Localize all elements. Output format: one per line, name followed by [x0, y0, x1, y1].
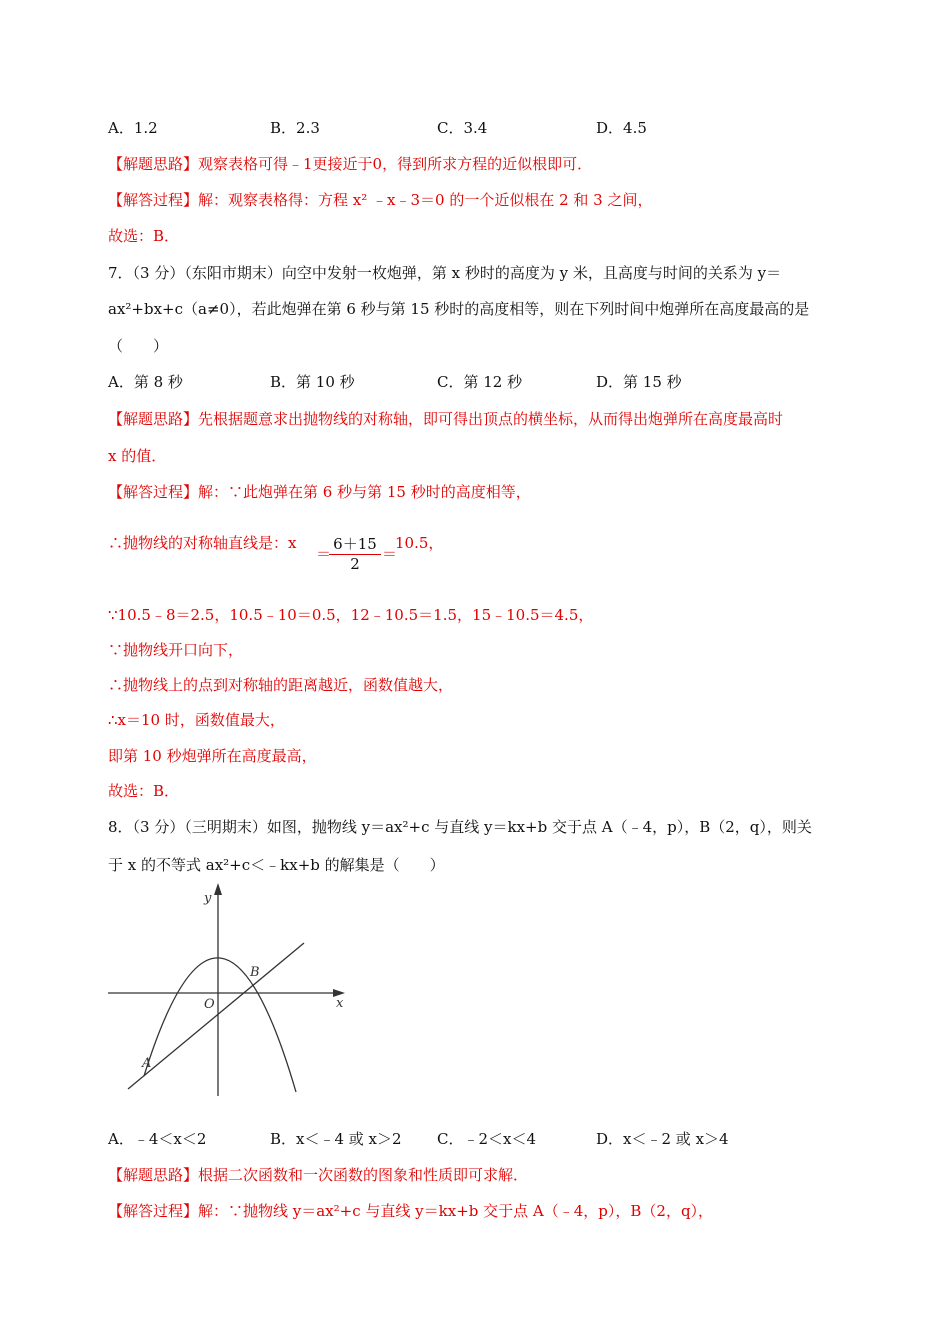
symmetry-axis-value: 10.5，	[395, 534, 444, 552]
fraction-numerator: 6＋15	[333, 535, 377, 553]
symmetry-axis-line: ∴抛物线的对称轴直线是：x	[108, 534, 297, 552]
solution-step: ∴x＝10 时，函数值最大，	[108, 711, 285, 729]
solution-step: ∴抛物线上的点到对称轴的距离越近，函数值越大，	[108, 676, 454, 694]
option-c: C．﹣2＜x＜4	[437, 1130, 537, 1148]
equals-sign: ＝	[382, 545, 398, 563]
difference-calculation: ∵10.5﹣8＝2.5，10.5﹣10＝0.5，12﹣10.5＝1.5，15﹣10.5＝4.5，	[108, 606, 594, 624]
question-stem: （ ）	[108, 337, 169, 355]
solution-process: 【解答过程】解：∵此炮弹在第 6 秒与第 15 秒时的高度相等，	[108, 483, 531, 501]
option-b: B．2.3	[270, 119, 320, 137]
answer-choice: 故选：B．	[108, 782, 180, 800]
option-c: C．3.4	[437, 119, 488, 137]
option-a: A．﹣4＜x＜2	[108, 1130, 207, 1148]
option-b: B．x＜﹣4 或 x＞2	[270, 1130, 402, 1148]
fraction-denominator: 2	[329, 554, 381, 573]
parabola	[144, 958, 296, 1092]
solution-process: 【解答过程】解：观察表格得：方程 x² ﹣x﹣3＝0 的一个近似根在 2 和 3 之间，	[108, 191, 653, 209]
answer-choice: 故选：B．	[108, 227, 180, 245]
option-c: C．第 12 秒	[437, 373, 523, 391]
question-stem: 于 x 的不等式 ax²+c＜﹣kx+b 的解集是（ ）	[108, 856, 445, 874]
option-d: D．第 15 秒	[596, 373, 682, 391]
point-a-label: A	[142, 1056, 152, 1071]
solution-step: ∵抛物线开口向下，	[108, 641, 244, 659]
question-stem: ax²+bx+c（a≠0），若此炮弹在第 6 秒与第 15 秒时的高度相等，则在下列时间中炮弹所在高度最高的是	[108, 300, 810, 318]
option-a: A．第 8 秒	[108, 373, 183, 391]
solution-conclusion: 即第 10 秒炮弹所在高度最高，	[108, 747, 317, 765]
option-b: B．第 10 秒	[270, 373, 355, 391]
solution-idea: 【解题思路】观察表格可得﹣1更接近于0，得到所求方程的近似根即可．	[108, 155, 593, 173]
fraction	[329, 533, 381, 573]
option-a: A．1.2	[108, 119, 158, 137]
x-axis-label: x	[336, 996, 344, 1011]
origin-label: O	[204, 997, 215, 1012]
y-axis-label: y	[204, 891, 212, 906]
option-d: D．x＜﹣2 或 x＞4	[596, 1130, 729, 1148]
option-d: D．4.5	[596, 119, 647, 137]
straight-line	[128, 943, 304, 1089]
y-axis-arrow-icon	[214, 883, 222, 895]
question-stem: 8．（3 分）（三明期末）如图，抛物线 y＝ax²+c 与直线 y＝kx+b 交于点 A（﹣4，p），B（2，q），则关	[108, 818, 812, 836]
point-b-label: B	[250, 965, 260, 980]
solution-process: 【解答过程】解：∵抛物线 y＝ax²+c 与直线 y＝kx+b 交于点 A（﹣4，p），B（2，q），	[108, 1202, 714, 1220]
solution-idea: 【解题思路】根据二次函数和一次函数的图象和性质即可求解．	[108, 1166, 529, 1184]
equals-sign: ＝	[316, 545, 332, 563]
question-stem: 7．（3 分）（东阳市期末）向空中发射一枚炮弹，第 x 秒时的高度为 y 米，且高度与时间的关系为 y＝	[108, 264, 782, 282]
solution-idea: 【解题思路】先根据题意求出抛物线的对称轴，即可得出顶点的横坐标，从而得出炮弹所在高度最高时	[108, 410, 784, 428]
solution-idea: x 的值．	[108, 447, 167, 465]
function-graph-figure	[100, 880, 360, 1100]
